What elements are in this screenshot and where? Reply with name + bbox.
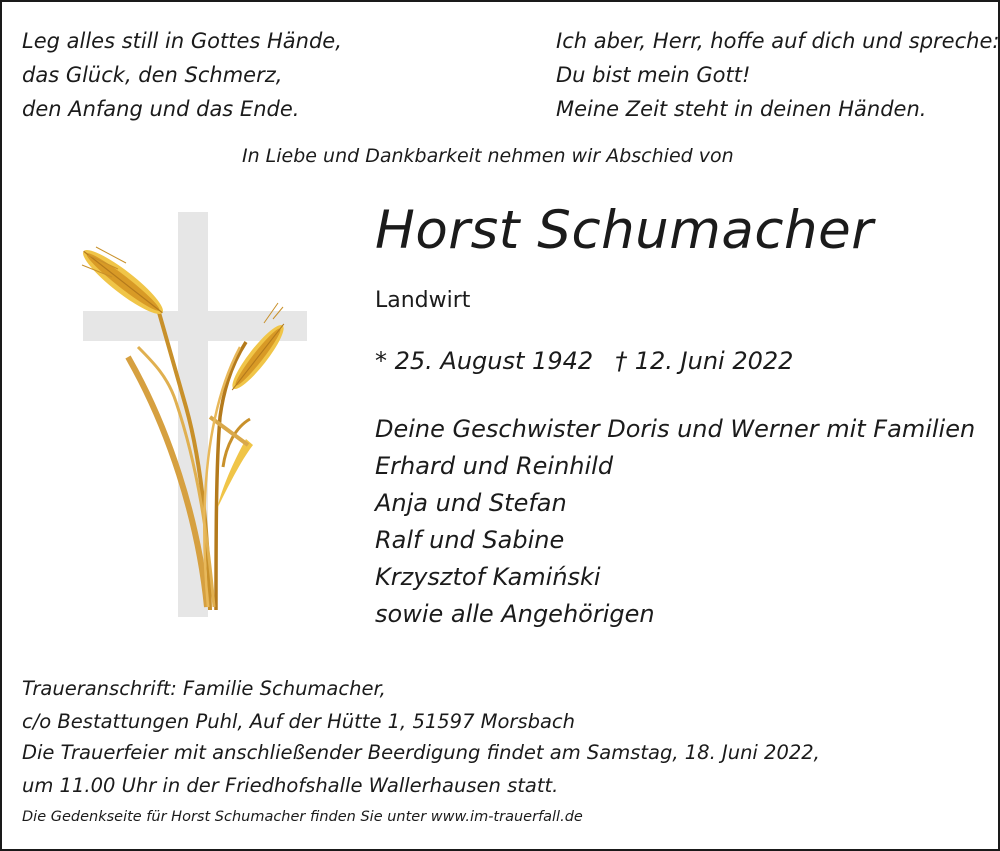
mourner-line: Krzysztof Kamiński [375, 563, 601, 591]
mourner-line: Anja und Stefan [375, 489, 567, 517]
ceremony-info [22, 736, 820, 802]
mourning-address [22, 672, 575, 738]
verse-right-line: Du bist mein Gott! [556, 63, 751, 87]
cross-wheat-emblem [68, 207, 318, 617]
mourners-list [375, 411, 975, 633]
address-line: c/o Bestattungen Puhl, Auf der Hütte 1, 51597 Morsbach [22, 710, 576, 733]
verse-right-line: Meine Zeit steht in deinen Händen. [556, 97, 927, 121]
deceased-name: Horst Schumacher [375, 200, 874, 261]
verse-right-line: Ich aber, Herr, hoffe auf dich und spreche: [556, 29, 1000, 53]
verse-left-line: den Anfang und das Ende. [22, 97, 300, 121]
memorial-page-note: Die Gedenkseite für Horst Schumacher finden Sie unter www.im-trauerfall.de [22, 809, 583, 825]
mourner-line: sowie alle Angehörigen [375, 600, 655, 628]
ceremony-line: um 11.00 Uhr in der Friedhofshalle Wallerhausen statt. [22, 774, 559, 797]
verse-right [556, 24, 999, 126]
death-date: † 12. Juni 2022 [615, 347, 794, 375]
occupation: Landwirt [375, 288, 471, 313]
verse-left-line: das Glück, den Schmerz, [22, 63, 283, 87]
intro-text: In Liebe und Dankbarkeit nehmen wir Abschied von [242, 145, 734, 167]
address-line: Traueranschrift: Familie Schumacher, [22, 677, 386, 700]
ceremony-line: Die Trauerfeier mit anschließender Beerdigung findet am Samstag, 18. Juni 2022, [22, 741, 820, 764]
mourner-line: Erhard und Reinhild [375, 452, 614, 480]
verse-left [22, 24, 342, 126]
mourner-line: Ralf und Sabine [375, 526, 565, 554]
life-dates [375, 347, 793, 375]
birth-date: * 25. August 1942 [375, 347, 594, 375]
verse-left-line: Leg alles still in Gottes Hände, [22, 29, 342, 53]
mourner-line: Deine Geschwister Doris und Werner mit Familien [375, 415, 976, 443]
